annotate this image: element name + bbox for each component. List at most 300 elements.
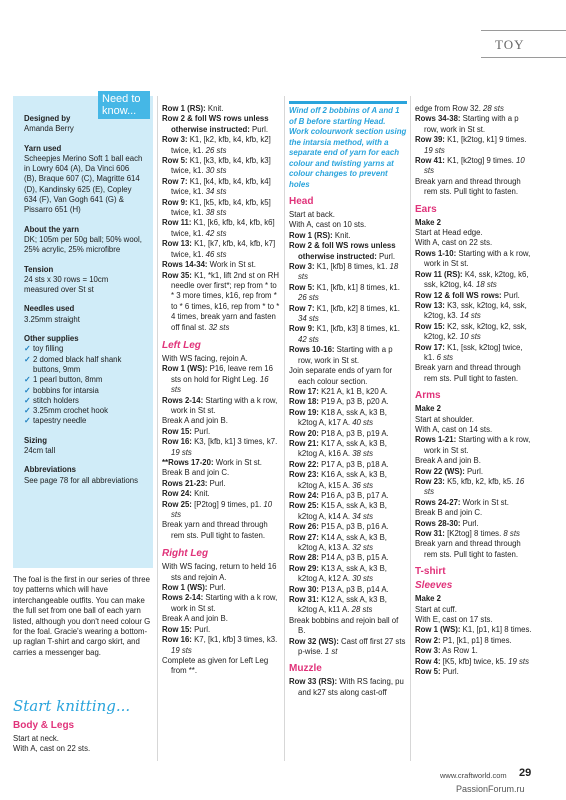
instruction-text: P13 A, p3 B, p14 A.	[318, 584, 389, 594]
instruction-line	[289, 677, 407, 698]
instruction-label: Row 22:	[289, 459, 319, 469]
instruction-line	[415, 667, 535, 677]
instruction-line	[162, 177, 280, 198]
instruction-line	[289, 345, 407, 366]
instruction-label: Row 15:	[162, 624, 192, 634]
supply-item: ✓ toy filling	[24, 344, 143, 354]
instruction-text: P17 A, p3 B, p18 A.	[318, 459, 389, 469]
instruction-text: K1, [k2tog, k1] 9 times.	[444, 135, 527, 145]
ears-instructions	[415, 228, 535, 384]
left-leg-instructions	[162, 354, 280, 541]
instruction-label: Row 33 (RS):	[289, 677, 338, 687]
instruction-text: P14 A, p3 B, p15 A.	[318, 553, 389, 563]
instruction-line	[415, 104, 535, 114]
stitch-count: 8 sts	[503, 529, 520, 539]
instruction-line	[162, 656, 280, 677]
instruction-line	[162, 104, 280, 114]
stitch-count: 26 sts	[298, 293, 319, 303]
instruction-label: Rows 2-14:	[162, 593, 204, 603]
instruction-text: Break A and join B.	[415, 456, 481, 466]
instruction-text: K1, [k5, kfb, k4, kfb, k5] twice, k1.	[171, 197, 271, 218]
instruction-text: With WS facing, return to held 16 sts and rejoin A.	[162, 562, 277, 582]
sleeves-instructions	[415, 605, 535, 678]
stitch-count: 34 sts	[205, 187, 227, 197]
instruction-line	[289, 241, 407, 262]
instruction-line	[289, 231, 407, 241]
stitch-count: 16 sts	[171, 374, 269, 395]
instruction-line	[162, 364, 280, 395]
instruction-line	[289, 595, 407, 616]
instruction-text: K7, [k1, kfb] 3 times, k3.	[191, 635, 278, 645]
designer-name: Amanda Berry	[24, 124, 74, 134]
instruction-text: P18 A, p3 B, p19 A.	[318, 428, 389, 438]
instruction-text: Start at back.	[289, 210, 335, 219]
instruction-line	[415, 435, 535, 456]
instruction-text: Work in St st.	[207, 260, 256, 270]
instruction-label: Row 3:	[289, 262, 315, 272]
instruction-label: Row 4:	[415, 656, 441, 666]
supply-item: ✓ stitch holders	[24, 396, 143, 406]
muzzle-heading: Muzzle	[289, 663, 322, 675]
instruction-label: Row 1 (RS):	[162, 104, 206, 113]
instruction-text: [P2tog] 9 times, p1.	[191, 499, 264, 509]
supply-item: ✓ 1 pearl button, 8mm	[24, 375, 143, 385]
column-2	[162, 104, 280, 677]
instruction-text: K18 A, ssk A, k3 B, k2tog A, k17 A.	[298, 407, 387, 428]
instruction-line	[415, 228, 535, 238]
instruction-text: Purl.	[207, 478, 226, 488]
left-leg-heading: Left Leg	[162, 339, 201, 351]
instruction-text: K3, [kfb, k1] 3 times, k7.	[191, 437, 278, 447]
tshirt-heading: T-shirt	[415, 566, 446, 578]
instruction-text: Starting with a k row, work in St st.	[171, 593, 278, 613]
stitch-count: 18 sts	[298, 262, 399, 282]
instruction-text: As Row 1.	[440, 646, 478, 656]
instruction-line	[415, 114, 535, 135]
sleeves-make: Make 2	[415, 594, 442, 604]
stitch-count: 19 sts	[424, 145, 445, 155]
instruction-line	[415, 539, 535, 560]
stitch-count: 34 sts	[298, 314, 319, 324]
about-yarn-text: DK; 105m per 50g ball; 50% wool, 25% acrylic, 25% microfibre	[24, 234, 142, 255]
instruction-line	[162, 468, 280, 478]
instruction-line	[289, 210, 407, 220]
right-leg-heading: Right Leg	[162, 548, 209, 560]
instruction-line	[162, 593, 280, 614]
instruction-line	[415, 498, 535, 508]
instruction-label: Row 13:	[162, 239, 192, 249]
instruction-text: Break yarn and thread through rem sts. Pull tight to fasten.	[162, 520, 268, 540]
right-leg-instructions	[162, 562, 280, 676]
instruction-text: K17 A, ssk A, k3 B, k2tog A, k16 A.	[298, 438, 387, 459]
instruction-label: Row 3:	[162, 135, 188, 145]
about-yarn-heading: About the yarn	[24, 224, 80, 234]
instruction-text: P19 A, p3 B, p20 A.	[318, 397, 389, 407]
stitch-count: 32 sts	[352, 543, 373, 552]
instruction-text: K1, [kfb, k1] 8 times, k1.	[314, 282, 400, 292]
instruction-label: Rows 14-34:	[162, 260, 208, 270]
instruction-line	[415, 177, 535, 198]
instruction-line	[162, 218, 280, 239]
instruction-line	[415, 156, 535, 177]
instruction-line	[162, 479, 280, 489]
instruction-label: Row 17:	[415, 342, 445, 352]
instruction-line	[289, 429, 407, 439]
instruction-label: Row 41:	[415, 156, 445, 166]
instruction-line	[162, 271, 280, 333]
instruction-line	[289, 397, 407, 407]
instruction-text: With A, cast on 14 sts.	[415, 424, 493, 434]
instruction-line	[289, 387, 407, 397]
instruction-text: P16, leave rem 16 sts on hold for Right Leg.	[171, 364, 273, 384]
instruction-line	[162, 260, 280, 270]
instruction-text: Starting with a k row, work in St st.	[424, 435, 531, 455]
instruction-text: Starting with a k row, work in St st.	[424, 248, 531, 269]
instruction-text: K12 A, ssk A, k3 B, k2tog A, k11 A.	[298, 595, 387, 615]
instruction-text: Starting with a p row, work in St st.	[424, 114, 519, 134]
instruction-line	[162, 416, 280, 426]
instruction-line	[289, 501, 407, 522]
body-legs-line: With A, cast on 22 sts.	[13, 744, 91, 754]
instruction-label: Row 24:	[162, 489, 192, 499]
instruction-text: K16 A, ssk A, k3 B, k2tog A, k15 A.	[298, 470, 387, 490]
instruction-line	[289, 616, 407, 637]
stitch-count: 26 sts	[205, 145, 227, 155]
instruction-line	[162, 135, 280, 156]
column-divider	[410, 96, 411, 761]
instruction-line	[415, 636, 535, 646]
instruction-line	[415, 415, 535, 425]
instruction-text: K1, [k2tog] 9 times.	[444, 156, 516, 166]
stitch-count: 10 sts	[459, 332, 481, 342]
column-3	[289, 101, 407, 698]
supply-item: ✓ bobbins for intarsia	[24, 386, 143, 396]
instruction-text: Start at shoulder.	[415, 414, 474, 424]
instruction-line	[162, 198, 280, 219]
instruction-text: K5, kfb, k2, kfb, k5.	[444, 477, 516, 486]
column-divider	[157, 96, 158, 761]
instruction-label: Row 32 (WS):	[289, 636, 339, 646]
instruction-line	[289, 262, 407, 283]
instruction-label: Row 15:	[415, 321, 445, 331]
instruction-label: Row 5:	[415, 667, 441, 677]
instruction-line	[415, 135, 535, 156]
instruction-label: Row 5:	[162, 156, 188, 166]
instruction-line	[289, 220, 407, 230]
stitch-count: 42 sts	[205, 228, 227, 238]
stitch-count: 14 sts	[459, 311, 481, 321]
instruction-label: Row 23:	[415, 477, 445, 486]
instruction-label: Row 15:	[162, 426, 192, 436]
stitch-count: 34 sts	[352, 511, 373, 521]
instruction-line	[415, 425, 535, 435]
instruction-text: K3, ssk, k2tog, k4, ssk, k2tog, k3.	[424, 300, 527, 321]
instruction-line	[289, 470, 407, 491]
instruction-text: K1, [p1, k1] 8 times.	[460, 625, 532, 635]
column-divider	[284, 96, 285, 761]
stitch-count: 19 sts	[508, 656, 529, 666]
yarn-heading: Yarn used	[24, 143, 62, 153]
instruction-label: Row 16:	[162, 437, 192, 447]
instruction-label: Row 27:	[289, 532, 319, 542]
instruction-label: Row 17:	[289, 386, 319, 396]
instruction-text: Start at Head edge.	[415, 228, 483, 238]
instruction-line	[289, 585, 407, 595]
instruction-text: Purl.	[249, 124, 269, 134]
instruction-label: Rows 1-10:	[415, 248, 457, 258]
instruction-label: Row 23:	[289, 470, 319, 480]
instruction-line	[415, 657, 535, 667]
instruction-text: Cast off first 27 sts p-wise.	[298, 636, 406, 657]
instruction-text: Purl.	[191, 624, 211, 634]
instruction-line	[415, 270, 535, 291]
arms-instructions	[415, 415, 535, 561]
start-knitting-heading: Start knitting...	[13, 697, 131, 715]
instruction-line	[415, 615, 535, 625]
muzzle-continued	[415, 104, 535, 198]
instruction-line	[415, 343, 535, 364]
instruction-line	[289, 408, 407, 429]
instruction-line	[289, 439, 407, 460]
instruction-label: Row 12 & foll WS rows:	[415, 290, 502, 300]
instruction-text: K15 A, ssk A, k3 B, k2tog A, k14 A.	[298, 501, 387, 521]
instruction-label: Row 31:	[289, 595, 319, 605]
instruction-text: Knit.	[191, 489, 210, 499]
instruction-line	[162, 489, 280, 499]
instruction-label: Row 24:	[289, 490, 319, 500]
need-to-know-sidebar	[13, 96, 153, 568]
instruction-label: Row 1 (WS):	[415, 625, 461, 635]
instruction-line	[162, 500, 280, 521]
instruction-text: Start at cuff.	[415, 604, 457, 614]
instruction-label: Row 5:	[289, 282, 315, 292]
instruction-label: Row 39:	[415, 135, 445, 145]
instruction-line	[289, 533, 407, 554]
sleeves-subheading: Sleeves	[415, 580, 453, 592]
instruction-line	[289, 522, 407, 532]
intro-paragraph: The foal is the first in our series of three toy patterns which will have interchangeable outfits. You can make the full set from one ball of each yarn listed, although you don't need colour G for the foal. Gracie's wearing a bottom-up raglan T-shirt and cargo skirt, and carries a messenger bag.	[13, 575, 151, 657]
instruction-text: Purl.	[191, 426, 211, 436]
watermark: PassionForum.ru	[456, 784, 525, 794]
instruction-line	[289, 283, 407, 304]
head-instructions	[289, 210, 407, 657]
supplies-heading: Other supplies	[24, 334, 79, 344]
instruction-line	[162, 458, 280, 468]
instruction-line	[415, 322, 535, 343]
instruction-label: Row 9:	[289, 324, 315, 334]
instruction-label: Row 28:	[289, 553, 319, 563]
instruction-text: Break yarn and thread through rem sts. Pull tight to fasten.	[415, 539, 521, 559]
stitch-count: 30 sts	[205, 166, 227, 176]
instruction-text: Purl.	[207, 583, 226, 593]
tension-text: 24 sts x 30 rows = 10cm measured over St st	[24, 274, 109, 295]
head-heading: Head	[289, 196, 314, 207]
instruction-label: Row 7:	[289, 303, 315, 313]
instruction-line	[415, 477, 535, 498]
instruction-text: Purl.	[440, 667, 459, 677]
instruction-text: K1, [kfb, k2] 8 times, k1.	[314, 303, 400, 313]
instruction-label: Row 26:	[289, 522, 319, 532]
instruction-text: With RS facing, pu and k27 sts along cast-off	[298, 677, 404, 697]
instruction-line	[415, 238, 535, 248]
instruction-line	[415, 625, 535, 635]
instruction-text: Break yarn and thread through rem sts. Pull tight to fasten.	[415, 176, 521, 197]
instruction-label: Row 18:	[289, 397, 319, 407]
instruction-text: K21 A, k1 B, k20 A.	[318, 386, 388, 396]
instruction-text: K13 A, ssk A, k3 B, k2tog A, k12 A.	[298, 563, 387, 584]
instruction-line	[415, 467, 535, 477]
instruction-line	[289, 324, 407, 345]
instruction-text: Knit.	[205, 104, 224, 113]
instruction-label: Row 19:	[289, 407, 319, 417]
instruction-text: Join separate ends of yarn for each colour section.	[289, 366, 393, 386]
instruction-text: P1, [k1, p1] 8 times.	[440, 635, 512, 645]
instruction-text: Break A and join B.	[162, 416, 228, 426]
stitch-count: 16 sts	[424, 477, 525, 497]
body-legs-section	[13, 720, 153, 755]
instruction-text: Work in St st.	[460, 497, 509, 507]
instruction-label: Row 9:	[162, 197, 188, 207]
instruction-label: Row 29:	[289, 563, 319, 573]
stitch-count: 38 sts	[352, 449, 373, 459]
instruction-label: Row 22 (WS):	[415, 466, 465, 476]
supply-item: ✓ 2 domed black half shank buttons, 9mm	[24, 355, 143, 376]
instruction-line	[162, 437, 280, 458]
needles-text: 3.25mm straight	[24, 314, 80, 324]
instruction-label: Row 31:	[415, 529, 445, 539]
sizing-heading: Sizing	[24, 435, 47, 445]
stitch-count: 28 sts	[351, 605, 373, 615]
supplies-list	[24, 344, 143, 426]
stitch-count: 1 st	[324, 647, 338, 657]
instruction-text: Break bobbins and rejoin ball of B.	[289, 615, 399, 636]
instruction-text: Starting with a k row, work in St st.	[171, 395, 278, 415]
footer-url[interactable]: www.craftworld.com	[440, 771, 507, 780]
instruction-line	[289, 460, 407, 470]
instruction-line	[415, 456, 535, 466]
instruction-label: Rows 1-21:	[415, 435, 457, 445]
page-number: 29	[519, 767, 532, 779]
instruction-label: Rows 34-38:	[415, 114, 461, 124]
instruction-text: K1, [kfb, k3] 8 times, k1.	[314, 324, 400, 334]
instruction-label: Row 1 (RS):	[289, 230, 333, 240]
ears-heading: Ears	[415, 203, 437, 215]
stitch-count: 46 sts	[205, 249, 227, 259]
instruction-line	[162, 635, 280, 656]
needles-heading: Needles used	[24, 304, 75, 314]
arms-heading: Arms	[415, 390, 441, 402]
stitch-count: 40 sts	[352, 418, 373, 428]
instruction-label: Row 1 (WS):	[162, 364, 208, 374]
body-legs-heading: Body & Legs	[13, 720, 75, 731]
instruction-line	[415, 301, 535, 322]
designed-by-heading: Designed by	[24, 114, 71, 123]
instruction-text: P16 A, p3 B, p17 A.	[318, 490, 389, 500]
tension-heading: Tension	[24, 264, 54, 274]
instruction-line	[289, 304, 407, 325]
column-4	[415, 104, 535, 678]
instruction-line	[289, 366, 407, 387]
instruction-text: Work in St st.	[213, 458, 262, 467]
instruction-line	[415, 249, 535, 270]
instruction-text: With WS facing, rejoin A.	[162, 353, 248, 363]
arms-make: Make 2	[415, 404, 442, 414]
stitch-count: 6 sts	[436, 352, 454, 362]
instruction-line	[162, 520, 280, 541]
instruction-line	[415, 291, 535, 301]
instruction-line	[415, 508, 535, 518]
instruction-text: Purl.	[501, 290, 520, 300]
instruction-line	[415, 605, 535, 615]
instruction-label: **Rows 17-20:	[162, 458, 214, 467]
abbreviations-text: See page 78 for all abbreviations	[24, 475, 138, 485]
instruction-label: Row 13:	[415, 300, 445, 310]
instruction-text: Knit.	[332, 230, 351, 240]
instruction-label: Rows 24-27:	[415, 497, 461, 507]
instruction-label: Row 11:	[162, 218, 192, 228]
abbreviations-heading: Abbreviations	[24, 465, 76, 475]
instruction-line	[415, 519, 535, 529]
instruction-text: K1, [ssk, k2tog] twice, k1.	[424, 342, 523, 362]
intarsia-tip: Wind off 2 bobbins of A and 1 of B before starting Head. Work colourwork section using the intarsia method, with a separate end of yarn for each colour and twisting yarns at colour changes to prevent holes	[289, 101, 407, 190]
instruction-label: Row 7:	[162, 176, 188, 186]
instruction-line	[162, 562, 280, 583]
instruction-label: Row 2 & foll WS rows unless otherwise instructed:	[289, 241, 396, 261]
stitch-count: 36 sts	[352, 480, 373, 490]
body-legs-line: Start at neck.	[13, 734, 59, 743]
instruction-text: [K5, kfb] twice, k5.	[440, 656, 509, 666]
instruction-label: Row 11 (RS):	[415, 269, 463, 279]
instruction-label: Row 2 & foll WS rows unless otherwise instructed:	[162, 114, 269, 134]
instruction-label: Rows 21-23:	[162, 478, 208, 488]
instruction-label: Row 35:	[162, 270, 192, 280]
instruction-text: K4, ssk, k2tog, k6, ssk, k2tog, k4.	[424, 269, 529, 290]
stitch-count: 19 sts	[171, 645, 192, 655]
instruction-text: K1, [k3, kfb, k4, kfb, k3] twice, k1.	[171, 156, 271, 176]
instruction-line	[162, 614, 280, 624]
instruction-text: K2, ssk, k2tog, k2, ssk, k2tog, k2.	[424, 321, 527, 342]
instruction-label: Rows 28-30:	[415, 518, 461, 528]
stitch-count: 10 sts	[424, 156, 525, 176]
instruction-line	[289, 564, 407, 585]
instruction-text: K14 A, ssk A, k3 B, k2tog A, k13 A.	[298, 532, 387, 552]
supply-item: ✓ 3.25mm crochet hook	[24, 406, 143, 416]
instruction-line	[162, 427, 280, 437]
instruction-line	[162, 114, 280, 135]
instruction-text: Break B and join C.	[162, 468, 230, 478]
instruction-text: Break B and join C.	[415, 508, 483, 518]
instruction-line	[415, 646, 535, 656]
sizing-text: 24cm tall	[24, 446, 56, 456]
instruction-line	[415, 529, 535, 539]
stitch-count: 30 sts	[352, 574, 373, 584]
instruction-label: Rows 2-14:	[162, 395, 204, 405]
stitch-count: 32 sts	[208, 322, 230, 332]
instruction-line	[162, 625, 280, 635]
instruction-text: Purl.	[464, 466, 484, 476]
instruction-label: Rows 10-16:	[289, 345, 335, 355]
instruction-line	[162, 239, 280, 260]
instruction-text: edge from Row 32.	[415, 104, 484, 113]
instruction-text: Break A and join B.	[162, 614, 228, 624]
body-instructions	[162, 104, 280, 333]
instruction-label: Row 21:	[289, 438, 319, 448]
instruction-text: With E, cast on 17 sts.	[415, 615, 493, 625]
instruction-label: Row 25:	[162, 499, 192, 509]
stitch-count: 42 sts	[298, 334, 319, 344]
section-tag: TOY	[481, 30, 566, 58]
stitch-count: 10 sts	[171, 499, 273, 520]
